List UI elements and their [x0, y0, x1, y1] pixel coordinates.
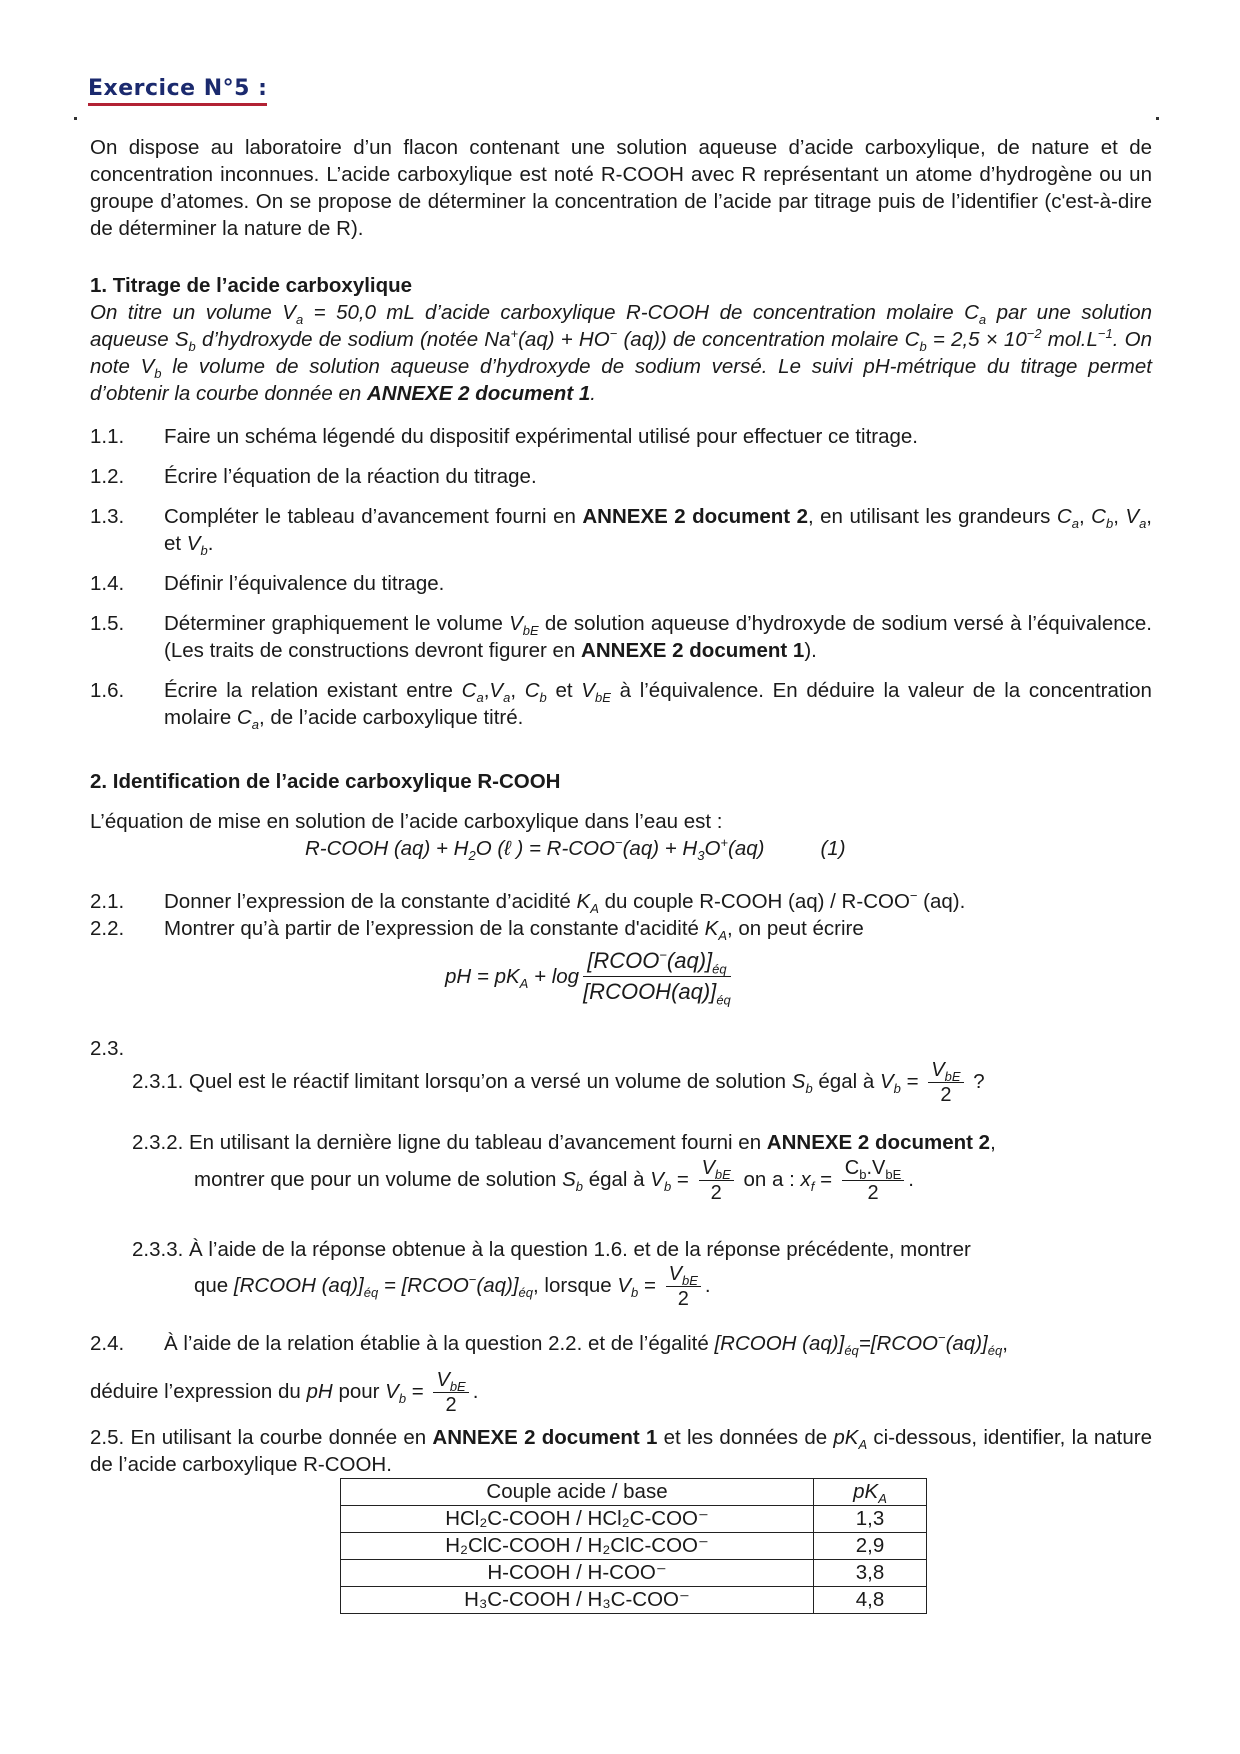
question-1-2: 1.2. Écrire l’équation de la réaction du titrage. [90, 465, 537, 488]
question-2-4-cont: déduire l’expression du pH pour $V_b$ = $\frac{V_{bE}}{2}$ . [90, 1369, 479, 1416]
section-1-heading: 1. Titrage de l’acide carboxylique [90, 274, 413, 297]
intro-paragraph: On dispose au laboratoire d’un flacon contenant une solution aqueuse d’acide carboxylique, de nature et de concentration inconnues. L’acide carboxylique est noté R-COOH avec R représentant un atome d’hydrogène ou un groupe d’atomes. On se propose de déterminer la concentration de l’acide par titrage puis de l’identifier (c'est-à-dire de déterminer la nature de R). [90, 136, 1152, 240]
question-2-4: 2.4. À l’aide de la relation établie à la question 2.2. et de l’égalité [RCOOH $(aq)]_{éq}=[RCOO^-(aq)]_{éq}$, [90, 1330, 1008, 1359]
question-2-1: 2.1. Donner l’expression de la constante d’acidité $K_A$ du couple R-COOH (aq) / R-COO− (aq). [90, 888, 966, 917]
margin-dot-left [74, 117, 77, 120]
margin-dot-right [1156, 117, 1159, 120]
table-cell-pka: 3,8 [814, 1560, 927, 1587]
equation-intro: L’équation de mise en solution de l’acide carboxylique dans l’eau est : [90, 810, 723, 833]
table-row [341, 1533, 927, 1560]
question-2-3-label: 2.3. [90, 1037, 125, 1060]
table-cell-couple: HCl₂C-COOH / HCl₂C-COO⁻ [341, 1506, 814, 1533]
question-1-6: 1.6. Écrire la relation existant entre $C_a,V_a$, $C_b$ et $V_{bE}$ à l’équivalence. En déduire la valeur de la concentration molaire $C_a$, de l’acide carboxylique titré. [90, 679, 1152, 733]
question-2-3-2-cont: montrer que pour un volume de solution $S_b$ égal à $V_b$ = $\frac{V_{bE}}{2}$ on a : $x_f$ = $\frac{C_b.V_{bE}}{2}$ . [194, 1157, 914, 1204]
question-2-3-3: 2.3.3. À l’aide de la réponse obtenue à la question 1.6. et de la réponse précédente, montrer [132, 1238, 971, 1261]
annexe-ref: ANNEXE 2 document 2 [766, 1131, 991, 1154]
table-header-couple: Couple acide / base [341, 1479, 814, 1506]
annexe-ref: ANNEXE 2 document 1 [366, 382, 591, 405]
table-cell-pka: 1,3 [814, 1506, 927, 1533]
question-2-2: 2.2. Montrer qu’à partir de l’expression de la constante d'acidité $K_A$, on peut écrire [90, 917, 864, 944]
table-cell-pka: 4,8 [814, 1587, 927, 1614]
question-1-5: 1.5. Déterminer graphiquement le volume $V_{bE}$ de solution aqueuse d’hydroxyde de sodium versé à l’équivalence. (Les traits de constructions devront figurer en ANNEXE 2 document 1). [90, 612, 1152, 662]
table-cell-pka: 2,9 [814, 1533, 927, 1560]
question-2-3-1: 2.3.1. Quel est le réactif limitant lorsqu’on a versé un volume de solution $S_b$ égal à $V_b$ = $\frac{V_{bE}}{2}$ ? [132, 1059, 985, 1106]
question-1-1: 1.1. Faire un schéma légendé du dispositif expérimental utilisé pour effectuer ce titrage. [90, 425, 918, 448]
annexe-ref: ANNEXE 2 document 1 [581, 639, 805, 662]
table-header-pka: $pK_A$ [814, 1479, 927, 1506]
annexe-ref: ANNEXE 2 document 2 [582, 505, 808, 528]
pka-table [340, 1478, 927, 1614]
table-cell-couple: H₃C-COOH / H₃C-COO⁻ [341, 1587, 814, 1614]
annexe-ref: ANNEXE 2 document 1 [432, 1426, 658, 1449]
question-1-4: 1.4. Définir l’équivalence du titrage. [90, 572, 445, 595]
table-row [341, 1587, 927, 1614]
dissolution-equation: R-COOH $(aq) + H_2O$ (ℓ ) = $R-COO^-(aq) + H_3O^+(aq)$ (1) [305, 835, 846, 864]
question-2-3-2: 2.3.2. En utilisant la dernière ligne du tableau d’avancement fourni en ANNEXE 2 document 2, [132, 1131, 996, 1154]
question-1-3: 1.3. Compléter le tableau d’avancement fourni en ANNEXE 2 document 2, en utilisant les grandeurs $C_a$, $C_b$, $V_a$, et $V_b$. [90, 505, 1152, 559]
question-2-5: 2.5. En utilisant la courbe donnée en ANNEXE 2 document 1 et les données de $pK_A$ ci-dessous, identifier, la nature de l’acide carboxylique R-COOH. [90, 1426, 1152, 1476]
henderson-formula: pH = $pK_A + \log$ $\frac{[RCOO^-(aq)]_{éq}}{[RCOOH(aq)]_{éq}}$ [445, 947, 731, 1008]
section-2-heading: 2. Identification de l’acide carboxylique R-COOH [90, 770, 561, 793]
question-2-3-3-cont: que [RCOOH $(aq)]_{éq}$ = $[RCOO^-(aq)]_{éq}$, lorsque $V_b$ = $\frac{V_{bE}}{2}$ . [194, 1263, 711, 1310]
table-cell-couple: H₂ClC-COOH / H₂ClC-COO⁻ [341, 1533, 814, 1560]
table-row [341, 1560, 927, 1587]
table-row [341, 1506, 927, 1533]
table-header-row [341, 1479, 927, 1506]
table-cell-couple: H-COOH / H-COO⁻ [341, 1560, 814, 1587]
exercise-title: Exercice N°5 : [88, 76, 267, 106]
section-1-paragraph: On titre un volume $V_a = 50,0$ mL d’acide carboxylique R-COOH de concentration molaire $C_a$ par une solution aqueuse $S_b$ d’hydroxyde de sodium (notée Na+(aq) + HO− (aq)) de concentration molaire $C_b = 2,5 \times 10^{-2}$ $mol.L^{-1}$. On note $V_b$ le volume de solution aqueuse d’hydroxyde de sodium versé. Le suivi pH-métrique du titrage permet d’obtenir la courbe donnée en ANNEXE 2 document 1. [90, 301, 1152, 405]
